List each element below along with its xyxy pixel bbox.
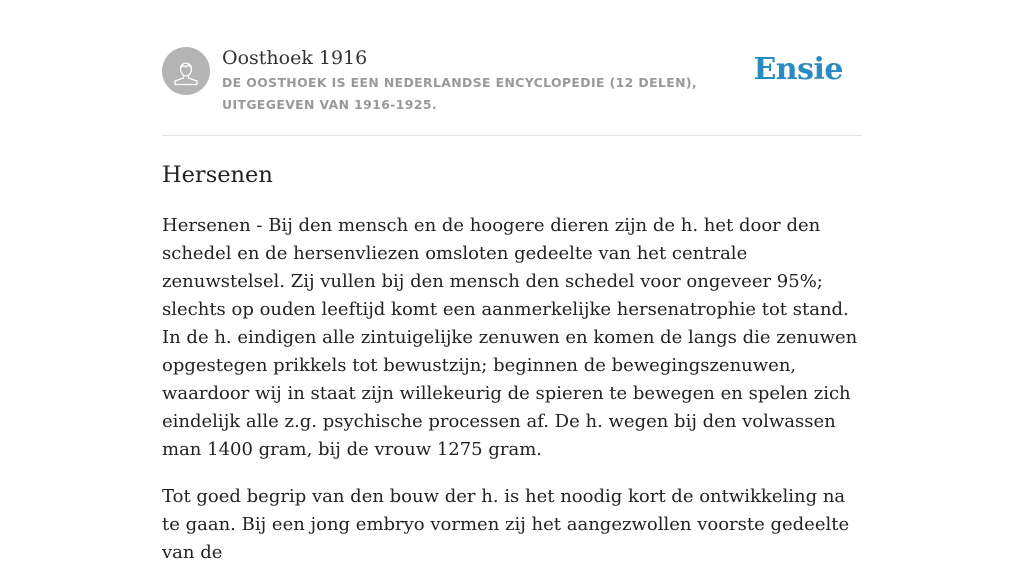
article-paragraph: Tot goed begrip van den bouw der h. is het noodig kort de ontwikkeling na te gaan. Bij een jong embryo vormen zij het aangezwollen voorste gedeelte van de: [162, 486, 850, 563]
page-content: [162, 0, 862, 563]
article-title: Hersenen: [162, 162, 273, 188]
source-name[interactable]: Oosthoek 1916: [222, 47, 368, 69]
ensie-logo-link[interactable]: Ensie: [753, 52, 843, 87]
article-body: [162, 212, 862, 586]
article-paragraph: Hersenen - Bij den mensch en de hoogere dieren zijn de h. het door den schedel en de hersenvliezen omsloten gedeelte van het centrale zenuwstelsel. Zij vullen bij den mensch den schedel voor ongeveer 95%; slechts op ouden leeftijd komt een aanmerkelijke hersenatrophie tot stand. In de h. eindigen alle zintuigelijke zenuwen en komen de langs die zenuwen opgestegen prikkels tot bewustzijn; beginnen de bewegingszenuwen, waardoor wij in staat zijn willekeurig de spieren te bewegen en spelen zich eindelijk alle z.g. psychische processen af. De h. wegen bij den volwassen man 1400 gram, bij de vrouw 1275 gram.: [162, 215, 858, 460]
user-icon: [162, 47, 210, 95]
source-avatar[interactable]: [162, 47, 210, 95]
source-header: [162, 0, 862, 136]
source-description: DE OOSTHOEK IS EEN NEDERLANDSE ENCYCLOPEDIE (12 DELEN), UITGEGEVEN VAN 1916-1925.: [222, 75, 698, 112]
